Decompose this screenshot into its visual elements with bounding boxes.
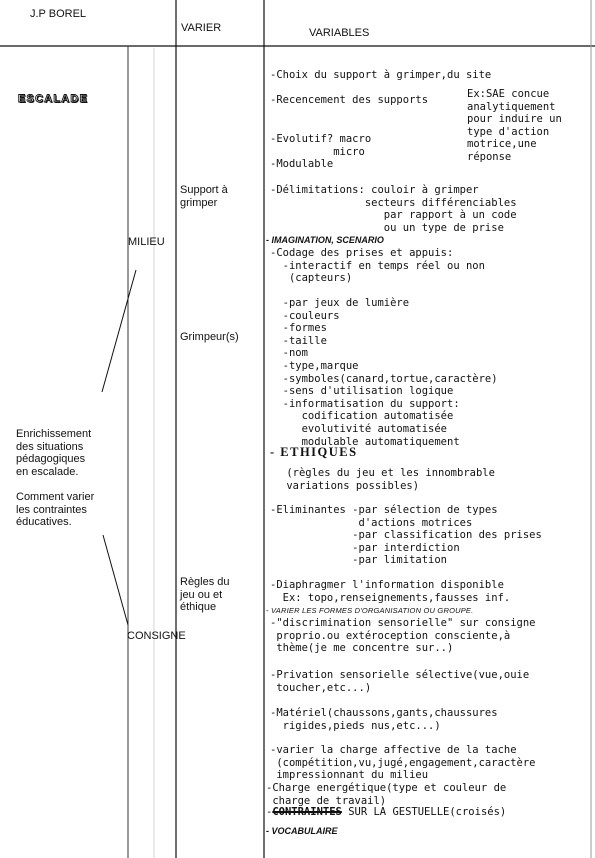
ethiques-heading: - ETHIQUES — [270, 445, 358, 459]
codage-list: -par jeux de lumière -couleurs -formes -taille -nom -type,marque -symboles(canard,tortue,caractère) -sens d'utilisation logique -informatisation du support: codification automatisée evolutivité automatisée modulable automatiquement — [282, 297, 498, 448]
imagination-handwritten: - IMAGINATION, SCENARIO — [266, 235, 384, 245]
ex-sae-note: Ex:SAE concue analytiquement pour induire un type d'action motrice,une réponse — [467, 88, 562, 163]
support-label: Support à grimper — [180, 184, 228, 209]
varier-formes-handwritten: - VARIER LES FORMES D'ORGANISATION OU GROUPE. — [266, 606, 474, 615]
diagonal-consigne — [103, 535, 128, 625]
privation-lines: -Privation sensorielle sélective(vue,ouie toucher,etc...) — [270, 669, 530, 694]
materiel-lines: -Matériel(chaussons,gants,chaussures rigides,pieds nus,etc...) — [270, 707, 498, 732]
comment-varier-text: Comment varier les contraintes éducatives. — [16, 491, 95, 529]
delimitations-lines: -Délimitations: couloir à grimper secteurs différenciables par rapport à un code ou un type de prise — [270, 184, 517, 234]
diaphragmer-lines: -Diaphragmer l'information disponible Ex: topo,renseignements,fausses inf. — [270, 579, 511, 604]
eliminantes-lines: -Eliminantes -par sélection de types d'actions motrices -par classification des prises -par interdiction -par limitation — [270, 504, 542, 567]
charge-affective-lines: -varier la charge affective de la tache (compétition,vu,jugé,engagement,caractère impressionnant du milieu — [270, 744, 536, 782]
contraintes-line: -CONTRAINTES SUR LA GESTUELLE(croisés) — [266, 806, 507, 818]
consigne-label: CONSIGNE — [127, 630, 186, 642]
charge-energetique-lines: -Charge energétique(type et couleur de charge de travail) — [266, 782, 507, 807]
contraintes-struck-word: CONTRAINTES — [272, 806, 342, 818]
enrichissement-text: Enrichissement des situations pédagogiques en escalade. — [16, 428, 92, 478]
codage-lines: -Codage des prises et appuis: -interactif en temps réel ou non (capteurs) — [270, 247, 485, 285]
col-varier-header: VARIER — [181, 22, 222, 34]
contraintes-rest: SUR LA GESTUELLE(croisés) — [341, 806, 507, 818]
regles-label: Règles du jeu ou et éthique — [180, 576, 230, 614]
col-variables-header: VARIABLES — [309, 27, 370, 39]
regles-jeu-lines: (règles du jeu et les innombrable variations possibles) — [286, 467, 495, 492]
milieu-label: MILIEU — [128, 236, 165, 248]
discrimination-lines: -"discrimination sensorielle" sur consigne proprio.ou extéroception consciente,à thème(je me concentre sur..) — [270, 617, 536, 655]
diagonal-milieu — [102, 270, 136, 392]
author-label: J.P BOREL — [30, 8, 87, 20]
evolutif-lines: -Evolutif? macro micro -Modulable — [270, 133, 372, 171]
escalade-title: ESCALADE — [18, 93, 89, 105]
grimpeurs-label: Grimpeur(s) — [180, 331, 239, 343]
recencement-line: -Recencement des supports — [270, 94, 429, 106]
vocabulaire-handwritten: - VOCABULAIRE — [266, 826, 338, 836]
choix-line: -Choix du support à grimper,du site — [270, 69, 492, 81]
